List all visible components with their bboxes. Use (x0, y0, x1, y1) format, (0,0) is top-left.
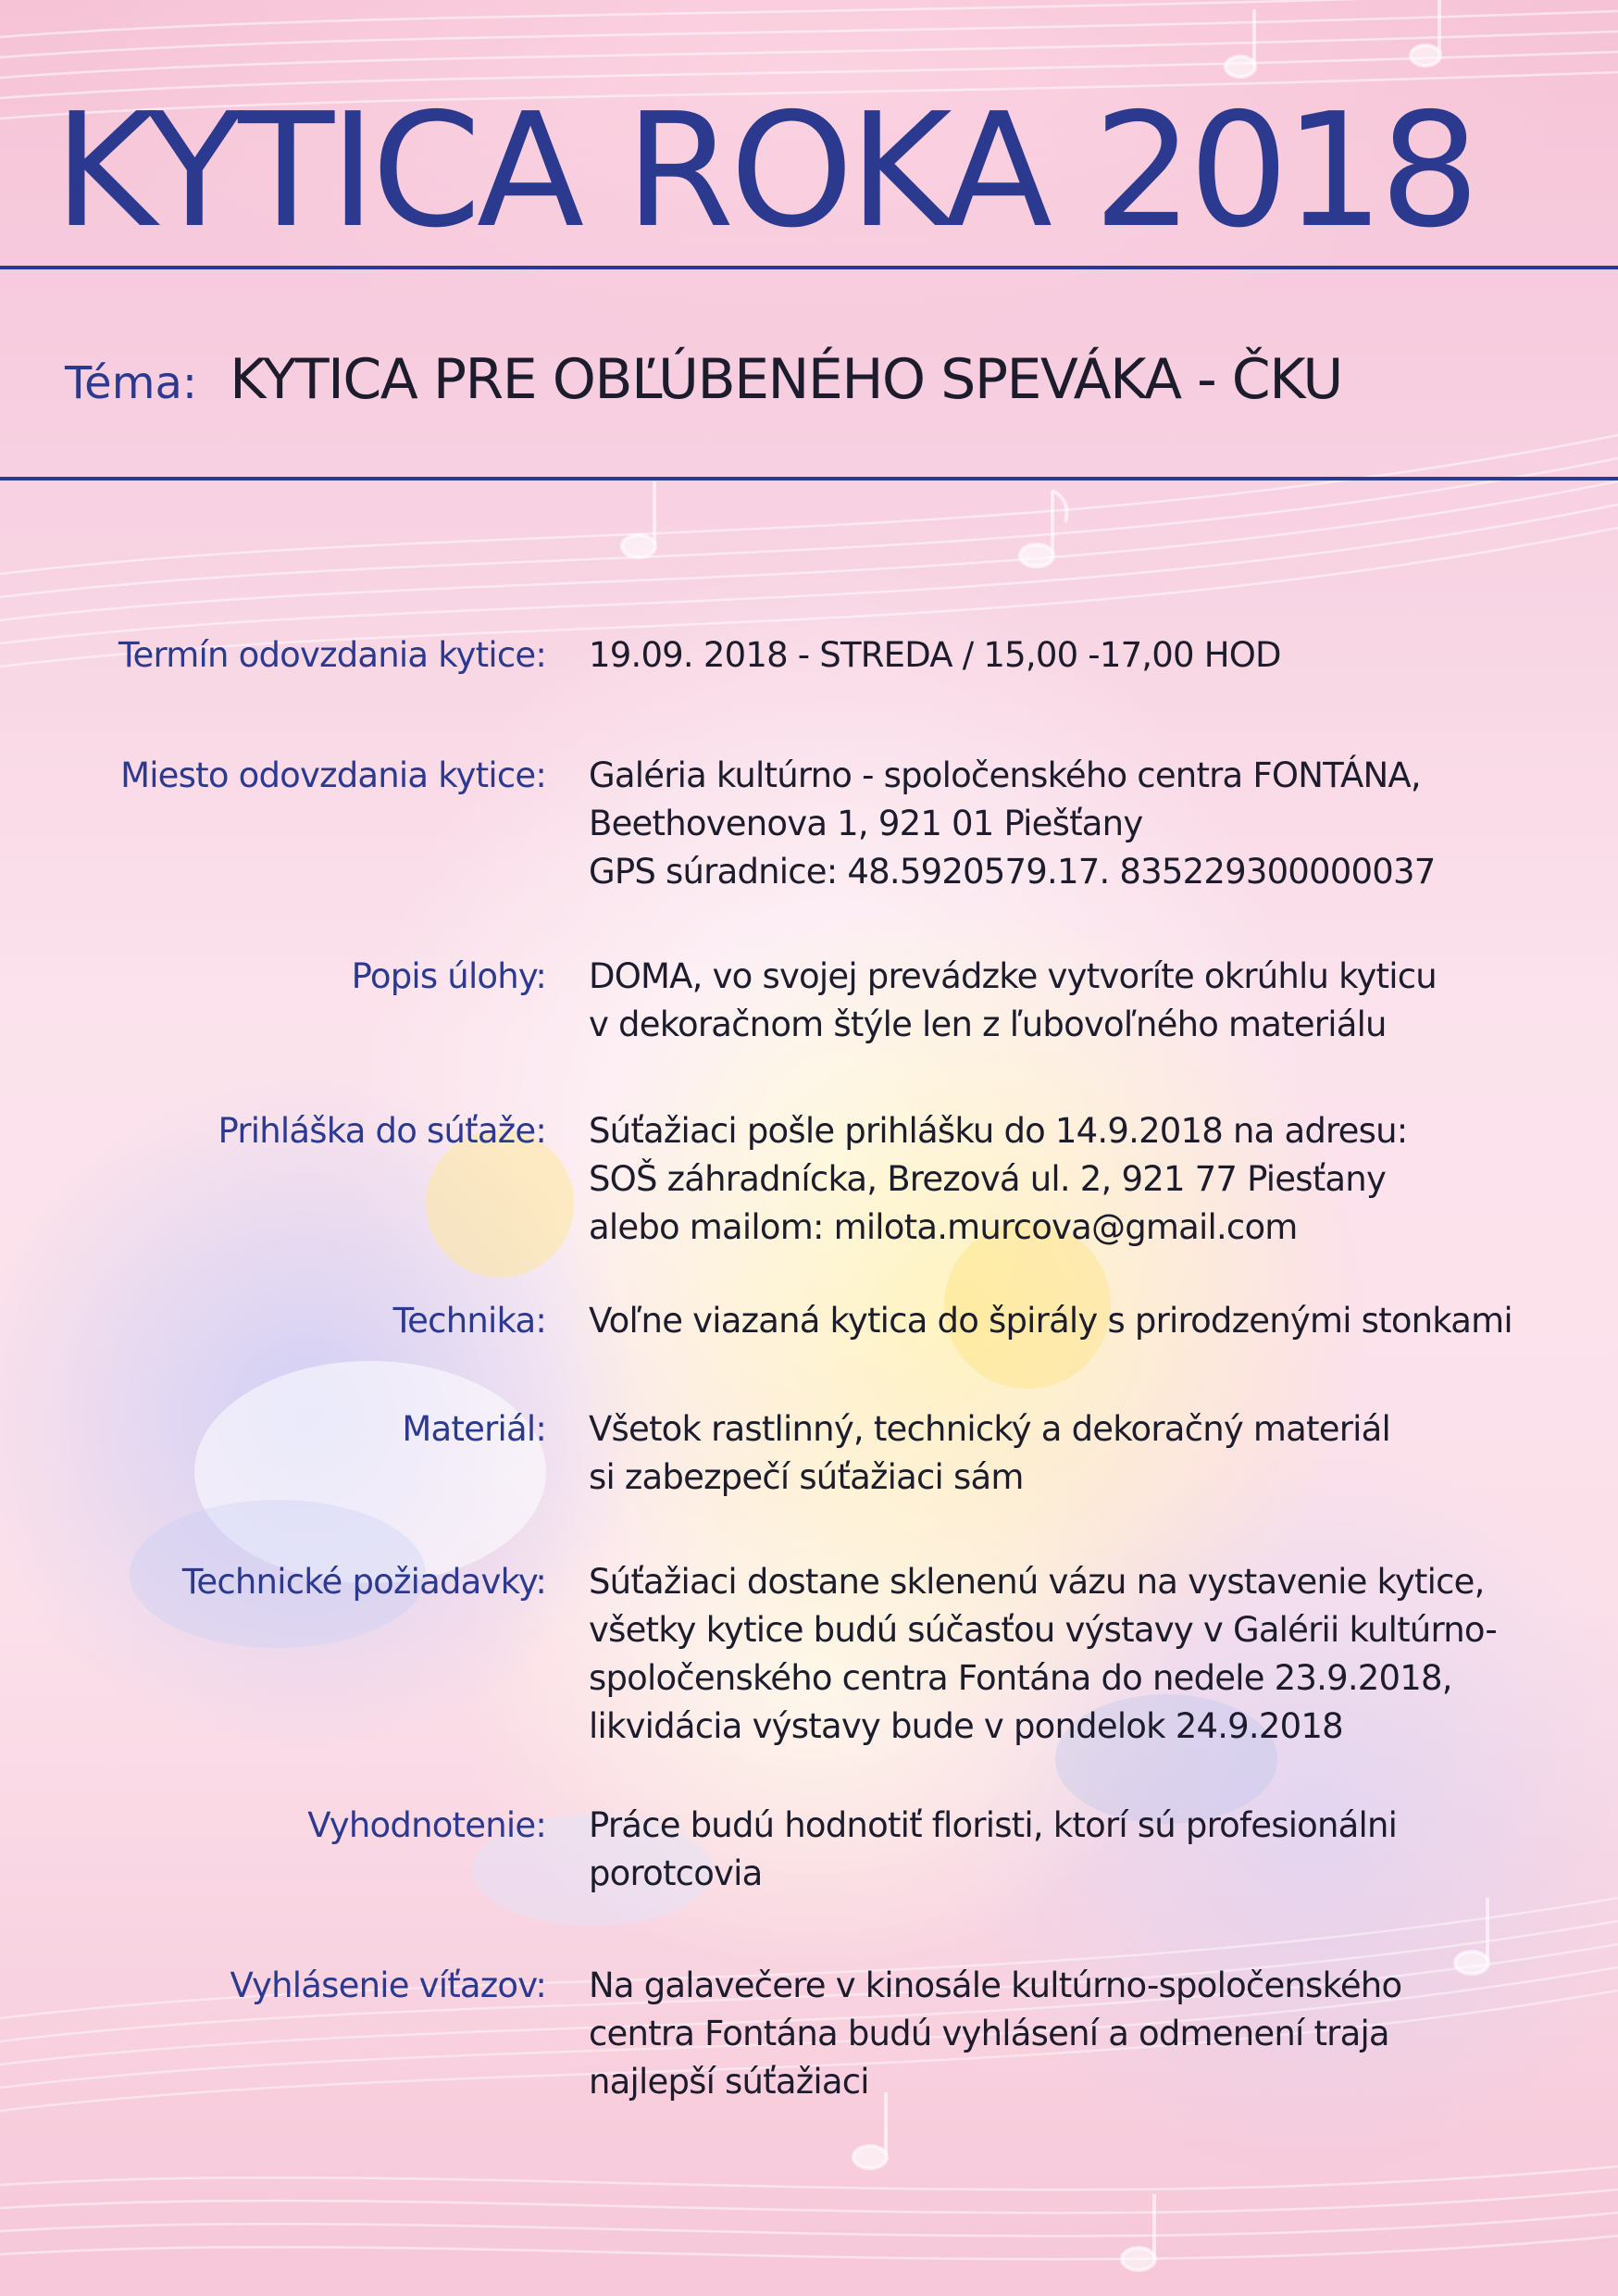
detail-label: Popis úlohy: (351, 956, 546, 996)
detail-line: 19.09. 2018 - STREDA / 15,00 -17,00 HOD (589, 635, 1281, 675)
detail-line: spoločenského centra Fontána do nedele 23.9.2018, (589, 1658, 1452, 1698)
detail-line: DOMA, vo svojej prevádzke vytvoríte okrúhlu kyticu (589, 956, 1437, 996)
music-note-icon (1411, 0, 1440, 66)
detail-value (589, 1107, 1607, 1252)
detail-value (589, 1405, 1607, 1502)
detail-value (589, 631, 1607, 680)
music-note-icon (1020, 491, 1066, 567)
detail-label: Vyhodnotenie: (307, 1805, 546, 1845)
detail-value (589, 1558, 1607, 1751)
music-staff-bottom (0, 2166, 1618, 2259)
detail-label: Vyhlásenie víťazov: (230, 1965, 546, 2005)
detail-label: Prihláška do súťaže: (218, 1111, 546, 1151)
theme-divider (0, 477, 1618, 480)
detail-label: Termín odovzdania kytice: (118, 635, 546, 675)
detail-line: najlepší súťažiaci (589, 2062, 869, 2102)
theme-line (65, 347, 1342, 412)
detail-label: Technické požiadavky: (181, 1562, 546, 1602)
detail-line: Súťažiaci dostane sklenenú vázu na vystavenie kytice, (589, 1562, 1485, 1602)
theme-text: KYTICA PRE OBĽÚBENÉHO SPEVÁKA - ČKU (230, 347, 1342, 412)
detail-line: Súťažiaci pošle prihlášku do 14.9.2018 na adresu: (589, 1111, 1408, 1151)
detail-line: si zabezpečí súťažiaci sám (589, 1457, 1024, 1497)
detail-line: SOŠ záhradnícka, Brezová ul. 2, 921 77 Piesťany (589, 1159, 1387, 1199)
detail-line: likvidácia výstavy bude v pondelok 24.9.2018 (589, 1706, 1343, 1746)
detail-line: Beethovenova 1, 921 01 Piešťany (589, 804, 1143, 843)
page-title: KYTICA ROKA 2018 (54, 80, 1475, 263)
detail-line: centra Fontána budú vyhlásení a odmenení traja (589, 2014, 1389, 2053)
detail-line: všetky kytice budú súčasťou výstavy v Galérii kultúrno- (589, 1610, 1497, 1650)
detail-value (589, 1297, 1607, 1345)
detail-line: Práce budú hodnotiť floristi, ktorí sú profesionálni (589, 1805, 1398, 1845)
music-note-icon (1122, 2194, 1155, 2270)
detail-line: Voľne viazaná kytica do špirály s prirodzenými stonkami (589, 1301, 1512, 1341)
detail-line: Galéria kultúrno - spoločenského centra FONTÁNA, (589, 755, 1421, 795)
detail-label: Miesto odovzdania kytice: (120, 755, 546, 795)
title-divider (0, 266, 1618, 269)
detail-line: Všetok rastlinný, technický a dekoračný materiál (589, 1409, 1390, 1449)
detail-line: Na galavečere v kinosále kultúrno-spoločenského (589, 1965, 1402, 2005)
detail-value (589, 752, 1607, 896)
theme-label: Téma: (65, 357, 198, 409)
detail-label: Materiál: (402, 1409, 546, 1449)
detail-line: porotcovia (589, 1853, 763, 1893)
detail-value (589, 1962, 1607, 2106)
detail-line: v dekoračnom štýle len z ľubovoľného materiálu (589, 1004, 1387, 1044)
music-note-icon (622, 481, 655, 557)
detail-label: Technika: (392, 1301, 546, 1341)
detail-line: GPS súradnice: 48.5920579.17. 835229300000037 (589, 852, 1436, 892)
detail-value (589, 1802, 1607, 1898)
detail-value (589, 953, 1607, 1049)
email-link[interactable]: alebo mailom: milota.murcova@gmail.com (589, 1207, 1298, 1247)
